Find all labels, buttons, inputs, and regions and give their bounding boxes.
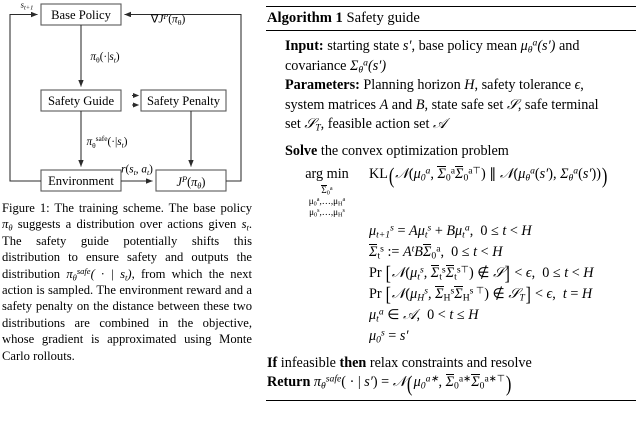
math-epsilon: ϵ — [574, 77, 581, 93]
argmin-sub-3: $\mu_0^s,\dots,\mu_H^s$ — [309, 206, 345, 219]
caption-text-1: The training scheme. The base policy — [54, 201, 253, 215]
algorithm-params-line-2 — [266, 96, 636, 116]
constraint-dynamics-mean: $\mu_{t+1}^s = A\mu_t^s + B\mu_t^a$, 0 ≤ t < H — [369, 221, 532, 241]
box-label-safety-penalty: Safety Penalty — [146, 94, 221, 109]
algorithm-bottom-rule — [266, 400, 636, 401]
math-B: B — [415, 96, 425, 113]
solve-text: the convex optimization problem — [320, 142, 509, 159]
algorithm-input-line-1 — [266, 37, 636, 57]
kl-expression: $KL(𝒩(\mu_0^a$, $\Sigma_0^a\Sigma_0^{a⊤}$) ∥ $𝒩(\mu_\theta^a(s')$, $\Sigma_\theta^a(s')$)) — [369, 162, 608, 188]
box-safety-penalty — [141, 90, 226, 111]
argmin-sub-1: $\Sigma_0^a$ — [321, 184, 333, 197]
argmin-sub-2: $\mu_0^a,\dots,\mu_H^a$ — [308, 195, 346, 208]
left-column — [0, 0, 252, 442]
caption-math-pi-safe: $\pi_\theta^{safe}$( · | $s_t$) — [66, 265, 132, 283]
edge-label-gradient: $\nabla J^P(\pi_\theta)$ — [150, 12, 186, 27]
training-scheme-svg — [0, 0, 252, 196]
input-line2-a: covariance — [285, 57, 350, 74]
algorithm-params-line-1 — [266, 76, 636, 96]
params-line3-b: , feasible action set — [320, 116, 433, 132]
algorithm-block — [266, 6, 636, 401]
box-label-objective: $J^P(\pi_\theta)$ — [176, 174, 206, 191]
algorithm-objective — [266, 164, 636, 218]
params-line2-c: , state safe set — [424, 96, 507, 113]
constraint-terminal-safety: Pr [$𝒩(\mu_H^s$, $\Sigma_H^s\Sigma_H^{s ⊤}$) ∉ 𝒮$_T$] < ϵ, t = H — [369, 283, 593, 306]
algorithm-if-line — [266, 354, 636, 374]
constraint-dynamics-cov: $\Sigma_t^s$ := $A^tB\Sigma_0^a$, 0 ≤ t < H — [369, 242, 503, 262]
constraint-action-feasible: $\mu_t^a$ ∈ 𝒜, 0 < t ≤ H — [369, 305, 479, 325]
input-text-c: and — [555, 38, 580, 54]
caption-text-4: , from which the next action is sampled. The environment reward and a safety penalty on the distance between these two distributions are combined in the objective, whose gradient is approximated using Monte Carlo rollouts. — [2, 266, 252, 363]
edge-label-reward: $r(s_t$, $a_t$) — [121, 163, 153, 177]
math-cal-A: 𝒜 — [432, 116, 447, 132]
edge-env-to-base-policy — [10, 15, 41, 182]
caption-text-2: suggests a distribution over actions given — [12, 217, 242, 232]
edge-dashed-into-penalty — [132, 96, 139, 106]
params-line2-d: , safe terminal — [517, 96, 599, 113]
algorithm-input-line-2 — [266, 57, 636, 77]
edge-label-state-next: $s_{t+1}$ — [20, 0, 34, 12]
params-line3-a: set — [285, 116, 305, 132]
solve-keyword: Solve — [285, 142, 318, 159]
algorithm-number: Algorithm 1 — [267, 10, 343, 26]
algorithm-solve-line — [266, 142, 636, 162]
math-sigma-theta-a: $\Sigma_\theta^a(s')$ — [349, 56, 387, 76]
box-base-policy — [41, 4, 121, 25]
params-line2-b: and — [388, 96, 416, 113]
constraint-state-safety: Pr [$𝒩(\mu_t^s$, $\Sigma_t^s\Sigma_t^{s⊤}$) ∉ 𝒮] < ϵ, 0 ≤ t < H — [369, 262, 594, 285]
params-text-a: Planning horizon — [363, 77, 465, 93]
box-label-safety-guide: Safety Guide — [47, 94, 115, 109]
math-s-prime: s′ — [402, 38, 412, 54]
math-cal-S: 𝒮 — [506, 96, 518, 113]
algorithm-header — [266, 7, 636, 30]
algorithm-constraints — [266, 221, 636, 347]
kl-label: KL — [369, 166, 388, 182]
if-keyword: If — [267, 354, 278, 371]
box-label-base-policy: Base Policy — [51, 8, 111, 23]
algorithm-body — [266, 31, 636, 400]
params-keyword: Parameters: — [285, 77, 360, 93]
then-keyword: then — [339, 354, 367, 371]
caption-text-3: . The safety guide potentially shifts this distribution to ensure safety and outputs the distribution — [2, 217, 252, 281]
params-line2-a: system matrices — [285, 96, 380, 113]
math-mu-theta-a: $\mu_\theta^a(s')$ — [520, 37, 556, 56]
if-text-a: infeasible — [280, 354, 340, 371]
math-cal-S-T: 𝒮$_T$ — [304, 116, 321, 134]
params-text-b: , safety tolerance — [474, 77, 575, 93]
figure-1-diagram — [0, 0, 252, 196]
edge-label-policy-dist: $\pi_\theta(\cdot|s_t)$ — [90, 51, 120, 65]
input-text-a: starting state — [327, 38, 403, 54]
box-environment — [41, 170, 121, 191]
caption-math-pi-theta: $\pi_\theta$ — [2, 217, 13, 233]
box-objective — [156, 170, 226, 191]
return-expression: $\pi_\theta^{safe}$( · | $s') = 𝒩(\mu_0^{a∗}$, $\Sigma_0^{a∗}\Sigma_0^{a∗⊤}$) — [313, 370, 512, 396]
math-A: A — [379, 96, 389, 113]
return-keyword: Return — [267, 374, 311, 390]
box-safety-guide — [41, 90, 121, 111]
constraint-initial-state: $\mu_0^s = s'$ — [369, 326, 409, 346]
algorithm-title: Safety guide — [346, 10, 420, 26]
argmin-label: arg min — [305, 166, 349, 182]
caption-math-s-t: $s_t$ — [241, 217, 249, 233]
caption-label: Figure 1: — [2, 201, 50, 215]
algorithm-return-line — [266, 370, 636, 396]
params-text-c: , — [580, 77, 584, 93]
input-keyword: Input: — [285, 38, 324, 54]
argmin-operator — [285, 164, 369, 218]
input-text-b: , base policy mean — [411, 38, 521, 54]
math-H: H — [464, 77, 475, 93]
figure-caption — [2, 200, 252, 364]
algorithm-params-line-3 — [266, 115, 636, 135]
edge-label-safe-dist: $\pi_\theta^{safe}(\cdot|s_t)$ — [86, 134, 128, 151]
box-label-environment: Environment — [48, 174, 114, 189]
if-text-b: relax constraints and resolve — [366, 354, 532, 371]
